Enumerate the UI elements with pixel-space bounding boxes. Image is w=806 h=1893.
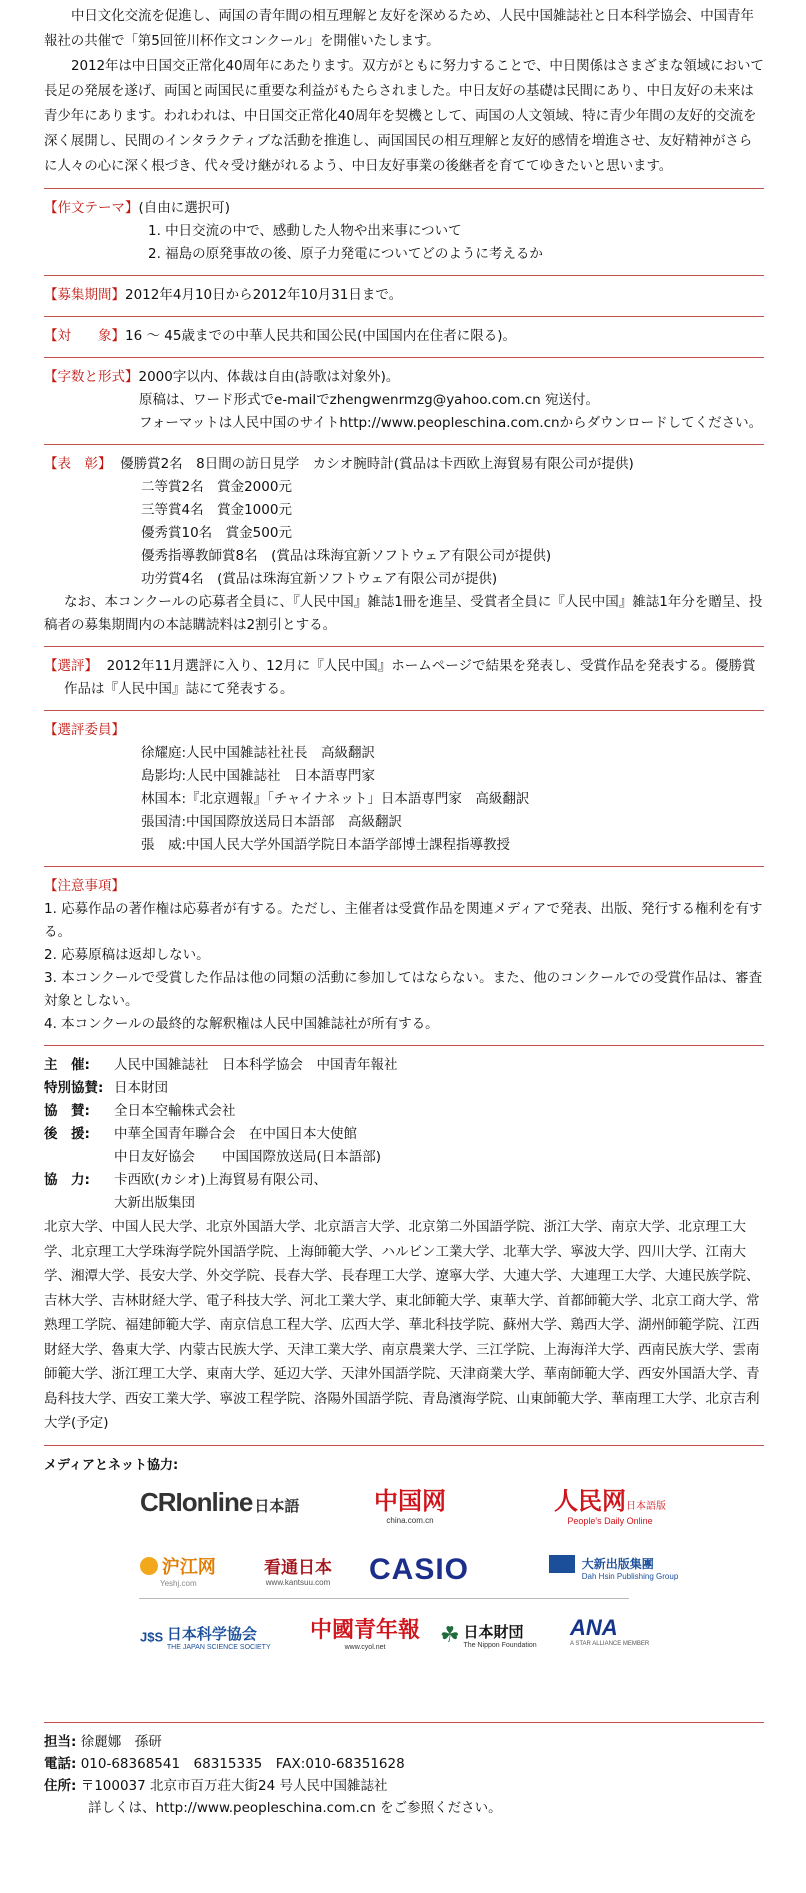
judge-item: 張 威:中国人民大学外国語学院日本語学部博士課程指導教授 (141, 837, 511, 853)
host-value: 人民中国雑誌社 日本科学協会 中国青年報社 (114, 1057, 398, 1073)
nippon-foundation-logo[interactable]: ☘ 日本財団 The Nippon Foundation (440, 1621, 537, 1649)
note-item: 4. 本コンクールの最終的な解釈権は人民中国雑誌社が所有する。 (44, 1016, 439, 1032)
award-item: 功労賞4名 (賞品は珠海宜新ソフトウェア有限公司が提供) (141, 571, 498, 587)
person-label: 担当: (44, 1733, 77, 1750)
notes-label: 【注意事項】 (44, 878, 125, 894)
sponsor-value: 全日本空輸株式会社 (114, 1103, 236, 1119)
format-line-1: 2000字以内、体裁は自由(詩歌は対象外)。 (138, 369, 400, 385)
people-daily-logo[interactable]: 人民网日本語版 People's Daily Online (554, 1485, 666, 1526)
theme-note: (自由に選択可) (138, 200, 231, 216)
phone-value: 010-68368541 68315335 FAX:010-68351628 (80, 1755, 405, 1772)
jss-logo[interactable]: J$S 日本科学協会 THE JAPAN SCIENCE SOCIETY (140, 1624, 271, 1651)
theme-item-2: 2. 福島の原発事故の後、原子力発電についてどのように考えるか (148, 246, 543, 262)
intro-paragraph-2: 2012年は中日国交正常化40周年にあたります。双方がともに努力することで、中日関係はさまざまな領域において長足の発展を遂げ、両国と両国民に重要な利益がもたらされました。中日友好の基礎は民間にあり、中日友好の未来は青少年にあります。われわれは、中日国交正常化40周年を契機として、両国の人文領域、特に青少年間の友好的交流を深く展開し、民間のインタラクティブな活動を推進し、両国国民の相互理解と友好的感情を増進させ、友好精神がさらに人々の心に深く根づき、代々受け継がれるよう、中日友好事業の後継者を育ててゆきたいと思います。 (44, 58, 764, 174)
selection-text: 2012年11月選評に入り、12月に『人民中国』ホームページで結果を発表し、受賞作品を発表する。優勝賞作品は『人民中国』誌にて発表する。 (64, 658, 756, 697)
address-value: 〒100037 北京市百万荘大街24 号人民中国雑誌社 (80, 1777, 388, 1794)
format-line-2: 原稿は、ワード形式でe-mailでzhengwenrmzg@yahoo.com.cn 宛送付。 (139, 392, 599, 408)
more-info: 詳しくは、http://www.peopleschina.com.cn をご参照ください。 (88, 1799, 502, 1816)
media-label: メディアとネット協力: (44, 1457, 179, 1473)
award-item: 二等賞2名 賞金2000元 (141, 479, 292, 495)
judges-section (44, 719, 764, 857)
divider (44, 1045, 764, 1046)
notes-section (44, 875, 764, 1036)
target-text: 16 ～ 45歳までの中華人民共和国公民(中国国内在住者に限る)。 (125, 328, 516, 344)
award-item: 優秀指導教師賞8名 (賞品は珠海宜新ソフトウェア有限公司が提供) (141, 548, 552, 564)
period-label: 【募集期間】 (44, 287, 125, 303)
special-label: 特別協賛: (44, 1080, 104, 1096)
organizers-section (44, 1054, 764, 1436)
media-section (44, 1454, 764, 1713)
format-section (44, 366, 764, 435)
award-label: 【表 彰】 (44, 456, 112, 472)
support-label: 後 援: (44, 1126, 90, 1142)
theme-label: 【作文テーマ】 (44, 200, 139, 216)
cyol-logo[interactable]: 中國青年報 www.cyol.net (310, 1616, 421, 1651)
logo-grid (44, 1473, 764, 1713)
award-item: 優秀賞10名 賞金500元 (141, 525, 292, 541)
divider (44, 357, 764, 358)
divider (44, 444, 764, 445)
judge-item: 徐耀庭:人民中国雑誌社社長 高級翻訳 (141, 745, 376, 761)
page (44, 0, 764, 1819)
intro-paragraph-1: 中日文化交流を促進し、両国の青年間の相互理解と友好を深めるため、人民中国雑誌社と日本科学協会、中国青年報社の共催で「第5回笹川杯作文コンクール」を開催いたします。 (44, 8, 754, 49)
divider (44, 188, 764, 189)
format-line-3: フォーマットは人民中国のサイトhttp://www.peopleschina.com.cnからダウンロードしてください。 (139, 415, 763, 431)
kantsu-logo[interactable]: 看通日本 www.kantsuu.com (264, 1557, 332, 1587)
support-value-1: 中華全国青年聯合会 在中国日本大使館 (114, 1126, 357, 1142)
judge-item: 島影均:人民中国雑誌社 日本語専門家 (141, 768, 376, 784)
period-text: 2012年4月10日から2012年10月31日まで。 (125, 287, 403, 303)
divider (44, 275, 764, 276)
dahsin-icon (549, 1555, 575, 1573)
divider (44, 866, 764, 867)
judge-item: 林国本:『北京週報』「チャイナネット」日本語専門家 高級翻訳 (141, 791, 530, 807)
award-item: 三等賞4名 賞金1000元 (141, 502, 292, 518)
theme-section (44, 197, 764, 266)
contact-section (44, 1731, 764, 1819)
coop-value-2: 大新出版集団 (114, 1195, 195, 1211)
target-label: 【対 象】 (44, 328, 125, 344)
support-value-2: 中日友好協会 中国国際放送局(日本語部) (114, 1149, 382, 1165)
award-note: なお、本コンクールの応募者全員に、『人民中国』雑誌1冊を進呈、受賞者全員に『人民中国』雑誌1年分を贈呈、投稿者の募集期間内の本誌購読料は2割引とする。 (44, 594, 763, 633)
hujiang-icon (140, 1557, 158, 1575)
divider (44, 646, 764, 647)
period-section (44, 284, 764, 307)
divider (44, 1445, 764, 1446)
target-section (44, 325, 764, 348)
china-com-logo[interactable]: 中国网 china.com.cn (374, 1485, 446, 1525)
theme-item-1: 1. 中日交流の中で、感動した人物や出来事について (148, 223, 462, 239)
logo-divider (139, 1598, 629, 1599)
university-list: 北京大学、中国人民大学、北京外国語大学、北京語言大学、北京第二外国語学院、浙江大学、南京大学、北京理工大学、北京理工大学珠海学院外国語学院、上海師範大学、ハルビン工業大学、北華大学、寧波大学、四川大学、江南大学、湘潭大学、長安大学、外交学院、長春大学、長春理工大学、遼寧大学、大連大学、大連理工大学、大連民族学院、吉林大学、吉林財経大学、電子科技大学、河北工業大学、東北師範大学、東華大学、首都師範大学、北京工商大学、常熟理工学院、福建師範大学、南京信息工程大学、広西大学、華北科技学院、蘇州大学、鶏西大学、湖州師範学院、江西財経大学、魯東大学、内蒙古民族大学、天津工業大学、南京農業大学、三江学院、上海海洋大学、西南民族大学、雲南師範大学、浙江理工大学、東南大学、延辺大学、天津外国語学院、天津商業大学、華南師範大学、西安外国語大学、青島科技大学、西安工業大学、寧波工程学院、洛陽外国語学院、青島濱海学院、山東師範大学、華南理工大学、北京吉利大学(予定) (44, 1219, 760, 1431)
selection-label: 【選評】 (44, 658, 98, 674)
note-item: 3. 本コンクールで受賞した作品は他の同類の活動に参加してはならない。また、他のコンクールでの受賞作品は、審査対象としない。 (44, 970, 763, 1009)
address-label: 住所: (44, 1777, 77, 1794)
selection-section (44, 655, 764, 701)
judge-item: 張国清:中国国際放送局日本語部 高級翻訳 (141, 814, 403, 830)
coop-value-1: 卡西欧(カシオ)上海貿易有限公司、 (114, 1172, 328, 1188)
format-label: 【字数と形式】 (44, 369, 139, 385)
special-value: 日本財団 (114, 1080, 168, 1096)
divider (44, 1722, 764, 1723)
sponsor-label: 協 賛: (44, 1103, 90, 1119)
hujiang-logo[interactable]: 沪江网 Yeshj.com (140, 1553, 216, 1588)
coop-label: 協 力: (44, 1172, 90, 1188)
casio-logo[interactable]: CASIO (369, 1552, 470, 1586)
divider (44, 316, 764, 317)
intro (44, 0, 764, 179)
divider (44, 710, 764, 711)
note-item: 2. 応募原稿は返却しない。 (44, 947, 210, 963)
phone-label: 電話: (44, 1755, 77, 1772)
person-value: 徐麗娜 孫研 (80, 1733, 162, 1750)
award-item: 優勝賞2名 8日間の訪日見学 カシオ腕時計(賞品は卡西欧上海貿易有限公司が提供) (120, 456, 634, 472)
judges-label: 【選評委員】 (44, 722, 125, 738)
ana-logo[interactable]: ANA A STAR ALLIANCE MEMBER (570, 1614, 650, 1647)
cri-logo[interactable]: CRIonline 日本語 (140, 1486, 300, 1517)
host-label: 主 催: (44, 1057, 90, 1073)
note-item: 1. 応募作品の著作権は応募者が有する。ただし、主催者は受賞作品を関連メディアで発表、出版、発行する権利を有する。 (44, 901, 763, 940)
dahsin-logo[interactable]: 大新出版集團 Dah Hsin Publishing Group (549, 1555, 678, 1581)
award-section (44, 453, 764, 637)
